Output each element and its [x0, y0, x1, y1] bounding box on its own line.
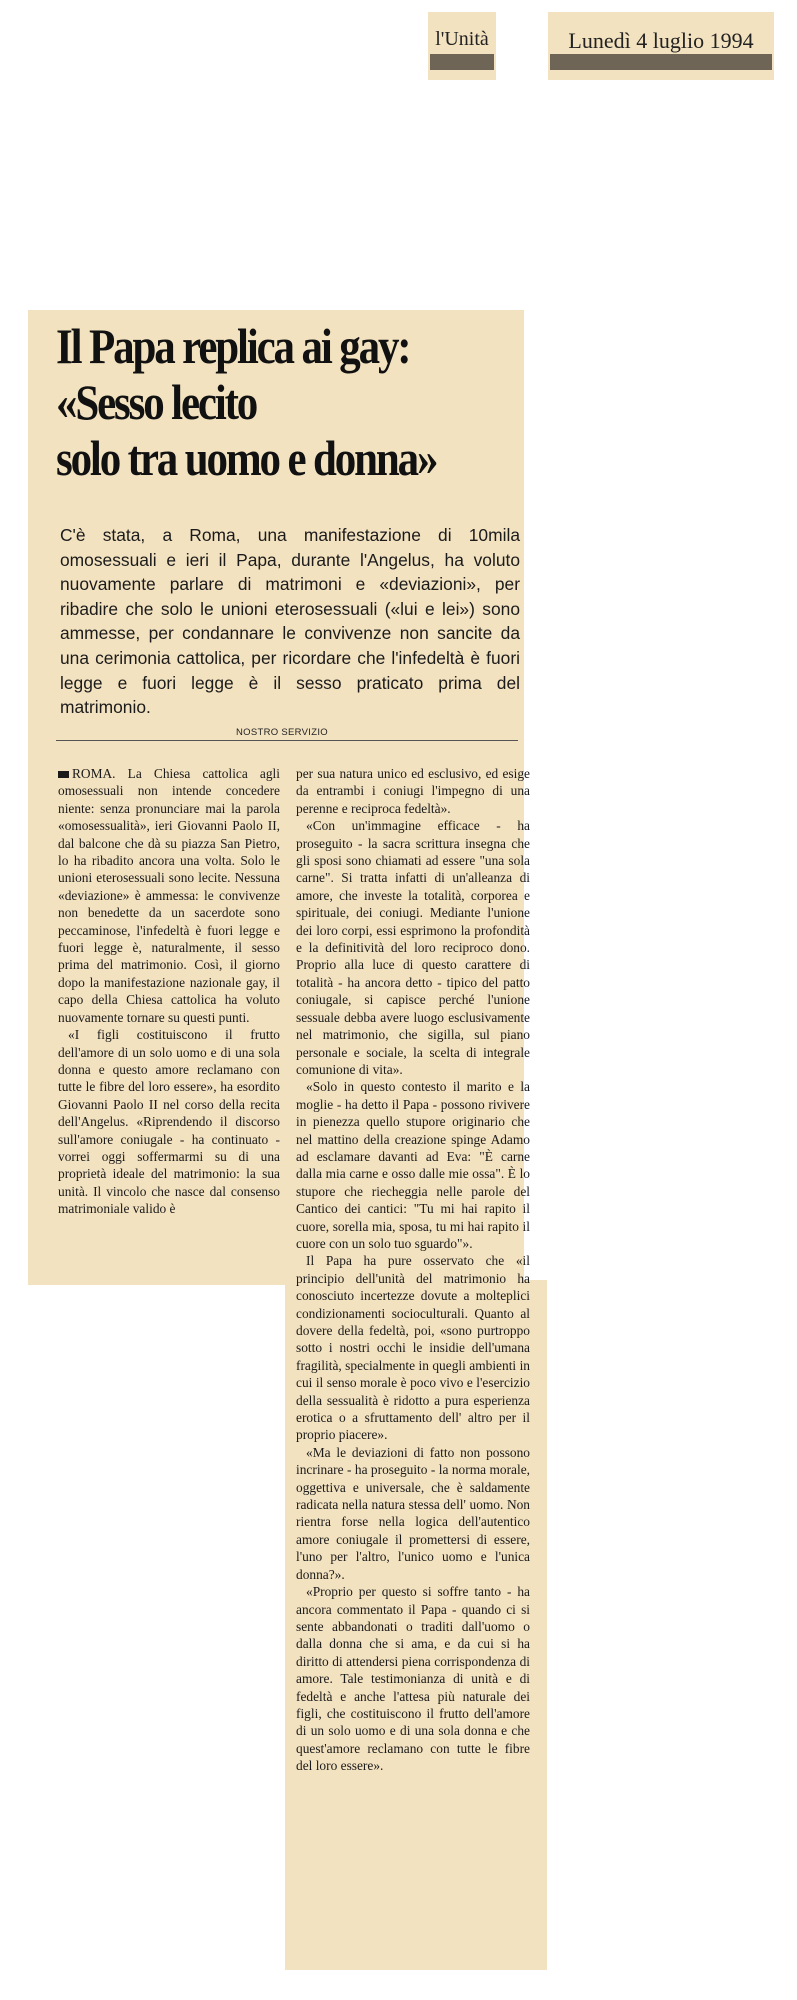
- paragraph: «Proprio per questo si soffre tanto - ha ancora commentato il Papa - quando ci si sente abbandonati o traditi dall'uomo o dalla donna che si ama, e da cui si ha diritto di attendersi piena corrispondenza di amore. Tale testimonianza di unità e di fedeltà e anche l'attesa più naturale dei figli, che costituiscono il frutto dell'amore di un solo uomo e di una sola donna e che quest'amore reclamano con tutte le fibre del loro essere».: [296, 1584, 530, 1774]
- newspaper-name-rule: [430, 54, 494, 70]
- paragraph: «I figli costituiscono il frutto dell'amore di un solo uomo e di una sola donna e questo amore reclamano con tutte le fibre del loro essere», ha esordito Giovanni Paolo II nel corso della recita dell'Angelus. «Riprendendo il discorso sull'amore coniugale - ha continuato -vorrei oggi soffermarmi su di una proprietà ideale del matrimonio: la sua unità. Il vincolo che nasce dal consenso matrimoniale valido è: [58, 1027, 280, 1217]
- paragraph: «Con un'immagine efficace - ha proseguito - la sacra scrittura insegna che gli sposi sono chiamati ad essere "una sola carne". Si tratta infatti di un'alleanza di amore, che investe la totalità, corporea e spirituale, dei coniugi. Mediante l'unione dei loro corpi, essi esprimono la profondità e la definitività del loro reciproco dono. Proprio alla luce di questo carattere di totalità - ha ancora detto - tipico del patto coniugale, si capisce perché l'unione sessuale debba avere luogo esclusivamente nel matrimonio, che sigilla, sul piano personale e sociale, la scelta di integrale comunione di vita».: [296, 818, 530, 1077]
- headline-line-1: Il Papa replica ai gay:: [56, 318, 410, 374]
- dateline: ROMA.: [72, 766, 116, 781]
- section-marker-icon: [58, 771, 69, 778]
- paragraph: Il Papa ha pure osservato che «il principio dell'unità del matrimonio ha conosciuto incertezze dovute a molteplici condizionamenti socioculturali. Quanto al dovere della fedeltà, poi, «sono purtroppo sotto i nostri occhi le insidie dell'umana fragilità, specialmente in quegli ambienti in cui il senso morale è poco vivo e l'esercizio della sessualità è ridotto a pura esperienza erotica o a sfruttamento dell' altro per il proprio piacere».: [296, 1253, 530, 1443]
- headline-line-2: «Sesso lecito: [56, 374, 257, 430]
- headline-line-3: solo tra uomo e donna»: [56, 430, 437, 486]
- newspaper-name-clipping: [428, 12, 496, 80]
- byline: NOSTRO SERVIZIO: [236, 727, 328, 738]
- article-headline: [56, 318, 452, 486]
- article-column-left: [58, 765, 280, 1218]
- newspaper-name: l'Unità: [435, 28, 489, 50]
- paragraph-text: La Chiesa cattolica agli omosessuali non intende concedere niente: senza pronunciare mai la parola «omosessualità», ieri Giovanni Paolo II, dal balcone che dà su piazza San Pietro, lo ha ribadito ancora una volta. Solo le unioni eterosessuali sono lecite. Nessuna «deviazione» è ammessa: le convivenze non benedette da un sacerdote sono peccaminose, l'infedeltà è fuori legge e fuori legge è, naturalmente, il sesso prima del matrimonio. Così, il giorno dopo la manifestazione nazionale gay, il capo della Chiesa cattolica ha voluto nuovamente tornare su questi punti.: [58, 766, 280, 1025]
- paragraph: «Solo in questo contesto il marito e la moglie - ha detto il Papa - possono rivivere in pienezza quello stupore originario che nel mattino della creazione spinge Adamo ad esclamare davanti ad Eva: "È carne dalla mia carne e osso dalle mie ossa". È lo stupore che riecheggia nelle parole del Cantico dei cantici: "Tu mi hai rapito il cuore, sorella mia, sposa, tu mi hai rapito il cuore con un solo tuo sguardo"».: [296, 1079, 530, 1251]
- article-lead: C'è stata, a Roma, una manifestazione di 10mila omosessuali e ieri il Papa, durante l'Angelus, ha voluto nuovamente parlare di matrimoni e «deviazioni», per ribadire che solo le unioni eterosessuali («lui e lei») sono ammesse, per condannare le convivenze non sancite da una cerimonia cattolica, per ricordare che l'infedeltà è fuori legge e fuori legge è il sesso praticato prima del matrimonio.: [60, 525, 520, 718]
- byline-rule: [56, 740, 518, 741]
- publication-date: Lunedì 4 luglio 1994: [568, 28, 754, 53]
- paragraph: per sua natura unico ed esclusivo, ed esige da entrambi i coniugi l'impegno di una perenne e reciproca fedeltà».: [296, 766, 530, 816]
- date-clipping: [548, 12, 774, 80]
- paragraph: «Ma le deviazioni di fatto non possono incrinare - ha proseguito - la norma morale, oggettiva e universale, che è saldamente radicata nella natura stessa dell' uomo. Non rientra forse nella logica dell'autentico amore coniugale il promettersi di essere, l'uno per l'altro, l'unico uomo e l'unica donna?».: [296, 1444, 530, 1582]
- date-rule: [550, 54, 772, 70]
- article-column-right: [296, 765, 530, 1775]
- paragraph: [58, 765, 280, 1026]
